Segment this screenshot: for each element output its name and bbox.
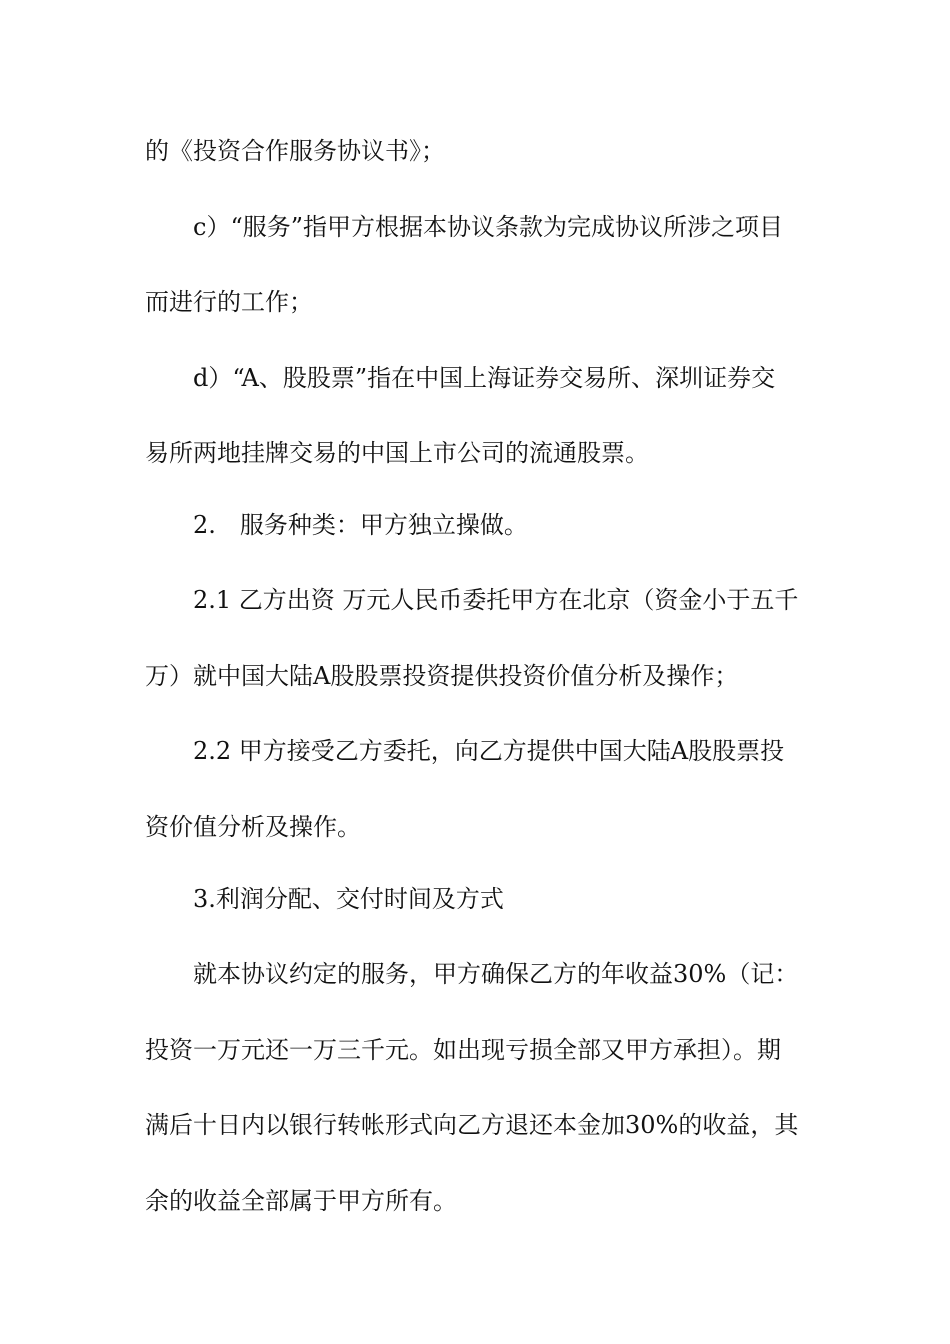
text-line: 2. 服务种类：甲方独立操做。 xyxy=(193,511,528,539)
text-line: 而进行的工作； xyxy=(145,288,313,316)
text-line: c）“服务”指甲方根据本协议条款为完成协议所涉之项目 xyxy=(193,213,783,241)
text-line: 的《投资合作服务协议书》； xyxy=(145,137,445,165)
text-line: 万）就中国大陆A股股票投资提供投资价值分析及操作； xyxy=(145,662,739,690)
text-line: 2.2 甲方接受乙方委托，向乙方提供中国大陆A股股票投 xyxy=(193,737,785,765)
text-line: 满后十日内以银行转帐形式向乙方退还本金加30%的收益，其 xyxy=(145,1111,799,1139)
text-line: 资价值分析及操作。 xyxy=(145,813,361,841)
text-line: 3.利润分配、交付时间及方式 xyxy=(193,885,504,913)
text-line: 余的收益全部属于甲方所有。 xyxy=(145,1187,457,1215)
text-line: 就本协议约定的服务，甲方确保乙方的年收益30%（记： xyxy=(193,960,799,988)
text-line: d）“A、股股票”指在中国上海证券交易所、深圳证券交 xyxy=(193,364,776,392)
text-line: 易所两地挂牌交易的中国上市公司的流通股票。 xyxy=(145,439,649,467)
text-line: 投资一万元还一万三千元。如出现亏损全部又甲方承担）。期 xyxy=(145,1036,781,1064)
text-line: 2.1 乙方出资 万元人民币委托甲方在北京（资金小于五千 xyxy=(193,586,799,614)
